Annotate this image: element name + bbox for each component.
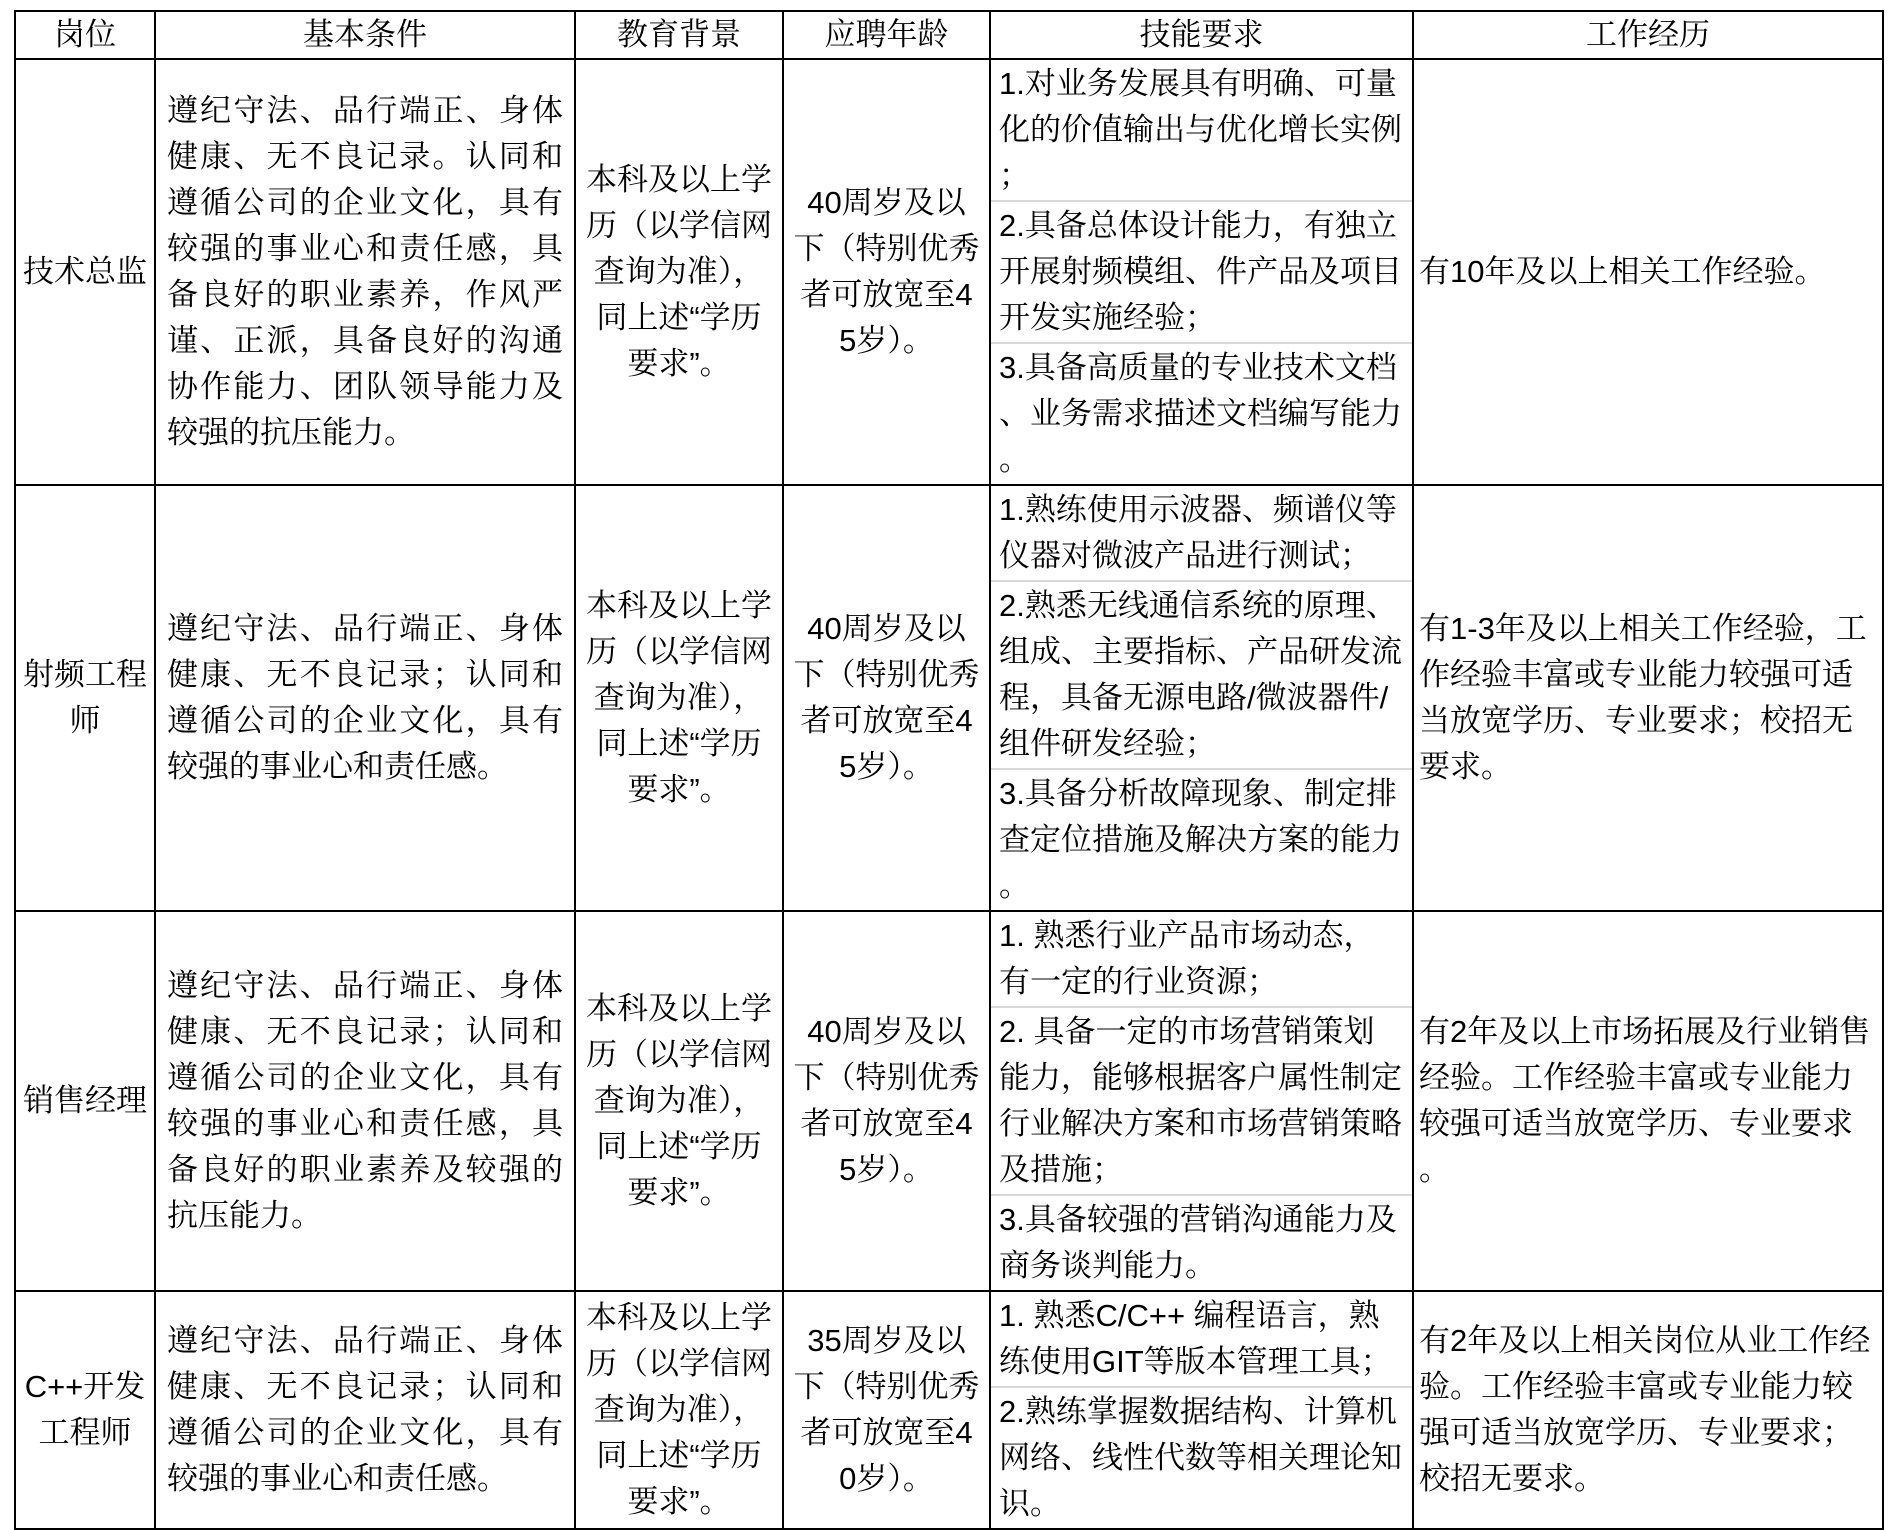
- header-cell-age: 应聘年龄: [783, 11, 990, 59]
- age-cell: 40周岁及以下（特别优秀者可放宽至45岁）。: [783, 59, 990, 485]
- header-cell-experience: 工作经历: [1413, 11, 1883, 59]
- basic-conditions-cell: 遵纪守法、品行端正、身体健康、无不良记录；认同和遵循公司的企业文化，具有较强的事业心和责任感。: [155, 1291, 575, 1529]
- header-cell-basic-conditions: 基本条件: [155, 11, 575, 59]
- education-cell: 本科及以上学历（以学信网查询为准），同上述“学历要求”。: [575, 1291, 783, 1529]
- skills-cell: [990, 1291, 1413, 1529]
- table-row-rf-engineer: [15, 485, 1883, 911]
- experience-cell: 有1-3年及以上相关工作经验，工作经验丰富或专业能力较强可适当放宽学历、专业要求；校招无要求。: [1413, 485, 1883, 911]
- position-cell: 技术总监: [15, 59, 155, 485]
- header-row: [15, 11, 1883, 59]
- skills-cell: [990, 911, 1413, 1291]
- skills-cell: [990, 59, 1413, 485]
- job-requirements-table: [14, 10, 1884, 1530]
- skill-item: 1. 熟悉行业产品市场动态，有一定的行业资源；: [991, 912, 1412, 1008]
- skill-item: 1.熟练使用示波器、频谱仪等仪器对微波产品进行测试；: [991, 486, 1412, 582]
- header-cell-skills: 技能要求: [990, 11, 1413, 59]
- basic-conditions-cell: 遵纪守法、品行端正、身体健康、无不良记录。认同和遵循公司的企业文化，具有较强的事业心和责任感，具备良好的职业素养，作风严谨、正派，具备良好的沟通协作能力、团队领导能力及较强的抗压能力。: [155, 59, 575, 485]
- age-cell: 40周岁及以下（特别优秀者可放宽至45岁）。: [783, 485, 990, 911]
- position-cell: C++开发工程师: [15, 1291, 155, 1529]
- experience-cell: 有2年及以上市场拓展及行业销售经验。工作经验丰富或专业能力较强可适当放宽学历、专业要求。: [1413, 911, 1883, 1291]
- skill-item: 2. 具备一定的市场营销策划能力，能够根据客户属性制定行业解决方案和市场营销策略及措施；: [991, 1008, 1412, 1196]
- table-row-sales-manager: [15, 911, 1883, 1291]
- skill-item: 3.具备分析故障现象、制定排查定位措施及解决方案的能力。: [999, 776, 1402, 903]
- education-cell: 本科及以上学历（以学信网查询为准），同上述“学历要求”。: [575, 911, 783, 1291]
- skill-item: 2.熟练掌握数据结构、计算机网络、线性代数等相关理论知识。: [999, 1394, 1402, 1521]
- basic-conditions-cell: 遵纪守法、品行端正、身体健康、无不良记录；认同和遵循公司的企业文化，具有较强的事业心和责任感，具备良好的职业素养及较强的抗压能力。: [155, 911, 575, 1291]
- position-cell: 销售经理: [15, 911, 155, 1291]
- header-cell-position: 岗位: [15, 11, 155, 59]
- skill-item: 2.熟悉无线通信系统的原理、组成、主要指标、产品研发流程，具备无源电路/微波器件/组件研发经验；: [991, 582, 1412, 770]
- age-cell: 40周岁及以下（特别优秀者可放宽至45岁）。: [783, 911, 990, 1291]
- experience-cell: 有10年及以上相关工作经验。: [1413, 59, 1883, 485]
- position-cell: 射频工程师: [15, 485, 155, 911]
- basic-conditions-cell: 遵纪守法、品行端正、身体健康、无不良记录；认同和遵循公司的企业文化，具有较强的事业心和责任感。: [155, 485, 575, 911]
- experience-cell: 有2年及以上相关岗位从业工作经验。工作经验丰富或专业能力较强可适当放宽学历、专业要求；校招无要求。: [1413, 1291, 1883, 1529]
- skill-item: 3.具备高质量的专业技术文档、业务需求描述文档编写能力。: [999, 350, 1402, 477]
- table-row-tech-director: [15, 59, 1883, 485]
- header-cell-education: 教育背景: [575, 11, 783, 59]
- education-cell: 本科及以上学历（以学信网查询为准），同上述“学历要求”。: [575, 59, 783, 485]
- skill-item: 1.对业务发展具有明确、可量化的价值输出与优化增长实例；: [991, 60, 1412, 202]
- skill-item: 1. 熟悉C/C++ 编程语言，熟练使用GIT等版本管理工具；: [991, 1292, 1412, 1388]
- skill-item: 3.具备较强的营销沟通能力及商务谈判能力。: [999, 1202, 1397, 1283]
- age-cell: 35周岁及以下（特别优秀者可放宽至40岁）。: [783, 1291, 990, 1529]
- table-row-cpp-engineer: [15, 1291, 1883, 1529]
- skill-item: 2.具备总体设计能力，有独立开展射频模组、件产品及项目开发实施经验；: [991, 202, 1412, 344]
- education-cell: 本科及以上学历（以学信网查询为准），同上述“学历要求”。: [575, 485, 783, 911]
- skills-cell: [990, 485, 1413, 911]
